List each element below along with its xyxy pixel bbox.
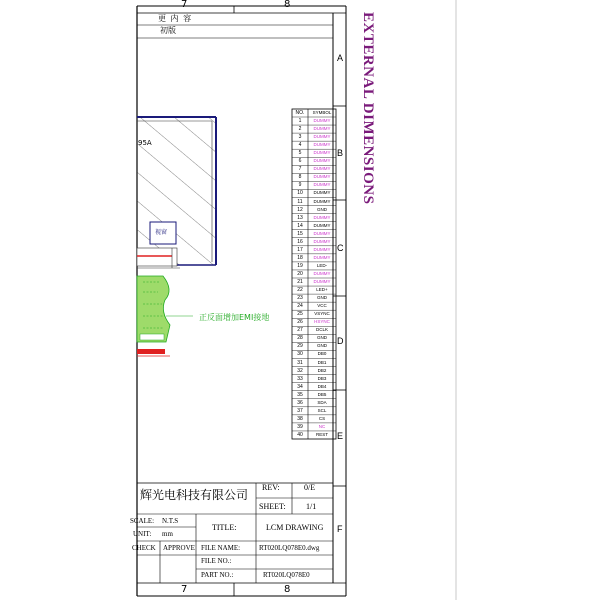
pin-row bbox=[292, 165, 336, 173]
pin-symbol: DUMMY bbox=[313, 182, 331, 188]
pin-row bbox=[292, 181, 336, 189]
pin-number: 29 bbox=[297, 343, 303, 350]
pin-row bbox=[292, 198, 336, 206]
unit-value: mm bbox=[162, 530, 173, 538]
pin-row bbox=[292, 342, 336, 350]
pin-row bbox=[292, 350, 336, 358]
pin-row bbox=[292, 367, 336, 375]
pin-row bbox=[292, 423, 336, 431]
file-name-value: RT020LQ078E0.dwg bbox=[259, 544, 320, 552]
pin-number: 14 bbox=[297, 222, 303, 229]
title-value: LCM DRAWING bbox=[266, 523, 324, 532]
pin-number: 26 bbox=[297, 319, 303, 326]
pin-number: 32 bbox=[297, 367, 303, 374]
pin-row bbox=[292, 302, 336, 310]
pin-row bbox=[292, 415, 336, 423]
pin-symbol: SDA bbox=[317, 399, 327, 405]
zone-letter-f: F bbox=[337, 524, 343, 534]
pin-symbol: DUMMY bbox=[313, 142, 331, 148]
file-no-label: FILE NO.: bbox=[201, 557, 232, 565]
pin-symbol: DUMMY bbox=[313, 254, 331, 260]
pin-number: 38 bbox=[297, 415, 303, 422]
pin-symbol: DB5 bbox=[317, 391, 327, 397]
pin-number: 27 bbox=[297, 327, 303, 334]
scale-value: N.T.S bbox=[162, 517, 179, 525]
pin-number: 33 bbox=[297, 375, 303, 382]
pin-row bbox=[292, 431, 336, 439]
pin-number: 21 bbox=[297, 279, 303, 285]
pin-number: 4 bbox=[298, 142, 302, 149]
pin-row bbox=[292, 230, 336, 238]
pin-symbol: LED+ bbox=[316, 287, 328, 293]
pin-symbol: REST bbox=[315, 431, 328, 437]
pin-number: 22 bbox=[297, 287, 303, 294]
pin-number: 12 bbox=[297, 206, 303, 213]
pin-number: 23 bbox=[297, 295, 303, 302]
pin-symbol: DUMMY bbox=[313, 270, 331, 276]
pin-row bbox=[292, 254, 336, 262]
pin-row bbox=[292, 238, 336, 246]
pin-symbol: DUMMY bbox=[313, 150, 331, 156]
pin-number: 25 bbox=[297, 311, 303, 318]
pin-number: 30 bbox=[297, 351, 303, 358]
pin-symbol: DUMMY bbox=[313, 279, 331, 284]
rev-label: REV: bbox=[262, 483, 280, 492]
pin-symbol: VCC bbox=[317, 303, 327, 309]
pin-symbol: DUMMY bbox=[313, 174, 331, 180]
viewing-window-label: 视窗 bbox=[155, 229, 168, 236]
pin-row bbox=[292, 399, 336, 407]
pin-row bbox=[292, 286, 336, 294]
pin-symbol: GND bbox=[317, 343, 327, 349]
pin-symbol: HSYNC bbox=[314, 319, 330, 325]
pin-number: 40 bbox=[297, 431, 303, 438]
pin-row bbox=[292, 149, 336, 157]
pin-symbol: NC bbox=[318, 423, 326, 429]
pin-row bbox=[292, 214, 336, 222]
pin-row bbox=[292, 117, 336, 125]
pin-row bbox=[292, 206, 336, 214]
scale-label: SCALE: bbox=[130, 517, 155, 525]
emi-ground-note: 正反面增加EMI接地 bbox=[199, 313, 270, 322]
pin-symbol-header: SYMBOL bbox=[312, 110, 332, 115]
pin-symbol: DUMMY bbox=[313, 166, 331, 172]
title-label: TITLE: bbox=[212, 523, 237, 532]
pin-row bbox=[292, 383, 336, 391]
pin-number: 1 bbox=[298, 118, 302, 124]
pin-symbol: DUMMY bbox=[313, 246, 331, 252]
zone-letter-c: C bbox=[337, 243, 344, 253]
pin-number: 7 bbox=[298, 166, 302, 173]
pin-number: 20 bbox=[297, 270, 303, 277]
pin-number: 35 bbox=[297, 391, 303, 398]
lcm-partial-label: 95A bbox=[138, 139, 152, 147]
column-number-top-7: 7 bbox=[181, 0, 188, 10]
pin-row bbox=[292, 189, 336, 197]
rev-value: 0/E bbox=[304, 483, 316, 492]
pin-number: 5 bbox=[298, 150, 302, 157]
pin-symbol: DB3 bbox=[317, 375, 327, 381]
pin-row bbox=[292, 270, 336, 278]
column-number-bottom-8: 8 bbox=[284, 584, 291, 595]
unit-label: UNIT: bbox=[133, 530, 152, 538]
pin-row bbox=[292, 222, 336, 230]
pin-number: 6 bbox=[298, 158, 302, 165]
sheet-value: 1/1 bbox=[306, 502, 317, 511]
file-name-label: FILE NAME: bbox=[201, 544, 241, 552]
first-edition-text: 初版 bbox=[160, 26, 176, 35]
pin-number: 13 bbox=[297, 214, 303, 221]
pin-row bbox=[292, 310, 336, 318]
pin-symbol: LED- bbox=[316, 262, 328, 268]
pin-number: 34 bbox=[297, 383, 303, 390]
part-no-label: PART NO.: bbox=[201, 571, 234, 579]
pin-symbol: DB0 bbox=[317, 351, 327, 357]
pin-symbol: GND bbox=[317, 295, 327, 301]
pin-number: 19 bbox=[297, 262, 303, 269]
approve-label: APPROVE bbox=[163, 544, 195, 552]
pin-no-header: NO. bbox=[295, 110, 305, 116]
pin-number: 37 bbox=[297, 407, 303, 414]
pin-row bbox=[292, 359, 336, 367]
column-number-bottom-7: 7 bbox=[181, 584, 188, 595]
pin-row bbox=[292, 157, 336, 165]
zone-letter-d: D bbox=[337, 336, 344, 346]
pin-number: 24 bbox=[297, 303, 303, 310]
check-label: CHECK bbox=[132, 544, 156, 552]
pin-symbol: GND bbox=[317, 335, 327, 341]
pin-row bbox=[292, 294, 336, 302]
pin-symbol: DUMMY bbox=[313, 214, 331, 220]
pin-symbol: DUMMY bbox=[313, 190, 331, 196]
pin-symbol: DUMMY bbox=[313, 126, 331, 132]
pin-row bbox=[292, 375, 336, 383]
pin-symbol: VSYNC bbox=[314, 311, 330, 317]
pin-number: 16 bbox=[297, 238, 303, 245]
pin-symbol: DB2 bbox=[317, 367, 327, 373]
pin-number: 11 bbox=[297, 198, 303, 205]
pin-symbol: DUMMY bbox=[313, 198, 331, 204]
pin-row bbox=[292, 391, 336, 399]
pin-symbol: DUMMY bbox=[313, 230, 331, 236]
zone-letter-a: A bbox=[337, 53, 344, 63]
part-no-value: RT020LQ078E0 bbox=[263, 571, 310, 579]
pin-row bbox=[292, 407, 336, 415]
pin-row bbox=[292, 133, 336, 141]
pin-row bbox=[292, 262, 336, 270]
external-dimensions-title bbox=[358, 12, 378, 222]
pin-number: 28 bbox=[297, 335, 303, 342]
pin-table-header bbox=[292, 109, 336, 117]
pin-symbol: GND bbox=[317, 206, 327, 212]
pin-row bbox=[292, 318, 336, 326]
pin-number: 36 bbox=[297, 399, 303, 406]
zone-letter-b: B bbox=[337, 148, 344, 158]
sheet-label: SHEET: bbox=[259, 502, 286, 511]
pin-symbol: DUMMY bbox=[313, 134, 331, 140]
pin-symbol: DUMMY bbox=[313, 158, 331, 164]
pin-symbol: DUMMY bbox=[313, 238, 331, 244]
pin-symbol: DB1 bbox=[317, 359, 327, 365]
company-name: 辉光电科技有限公司 bbox=[140, 488, 249, 502]
pin-symbol: DB4 bbox=[317, 383, 327, 389]
pin-symbol: DUMMY bbox=[313, 222, 331, 228]
pin-symbol: SCL bbox=[317, 407, 327, 413]
pin-symbol: DCLK bbox=[315, 327, 328, 333]
column-number-top-8: 8 bbox=[284, 0, 291, 10]
pin-number: 31 bbox=[297, 359, 303, 366]
pin-symbol: DUMMY bbox=[313, 118, 331, 123]
pin-number: 10 bbox=[297, 190, 303, 197]
pin-number: 9 bbox=[298, 182, 302, 189]
external-dimensions-text: EXTERNAL DIMENSIONS bbox=[360, 12, 376, 205]
pin-row bbox=[292, 278, 336, 286]
pin-row bbox=[292, 173, 336, 181]
pin-number: 2 bbox=[298, 126, 302, 133]
pin-row bbox=[292, 326, 336, 334]
zone-letter-e: E bbox=[337, 431, 344, 441]
revision-header: 更 内 容 bbox=[158, 14, 193, 23]
pin-number: 17 bbox=[297, 246, 303, 253]
pin-row bbox=[292, 334, 336, 342]
pin-number: 18 bbox=[297, 254, 303, 261]
pin-symbol: CS bbox=[318, 415, 326, 421]
pin-number: 3 bbox=[298, 134, 302, 141]
pin-row bbox=[292, 141, 336, 149]
pin-number: 15 bbox=[297, 230, 303, 237]
pin-row bbox=[292, 246, 336, 254]
pin-number: 39 bbox=[297, 423, 303, 430]
pin-row bbox=[292, 125, 336, 133]
pin-number: 8 bbox=[298, 174, 302, 181]
